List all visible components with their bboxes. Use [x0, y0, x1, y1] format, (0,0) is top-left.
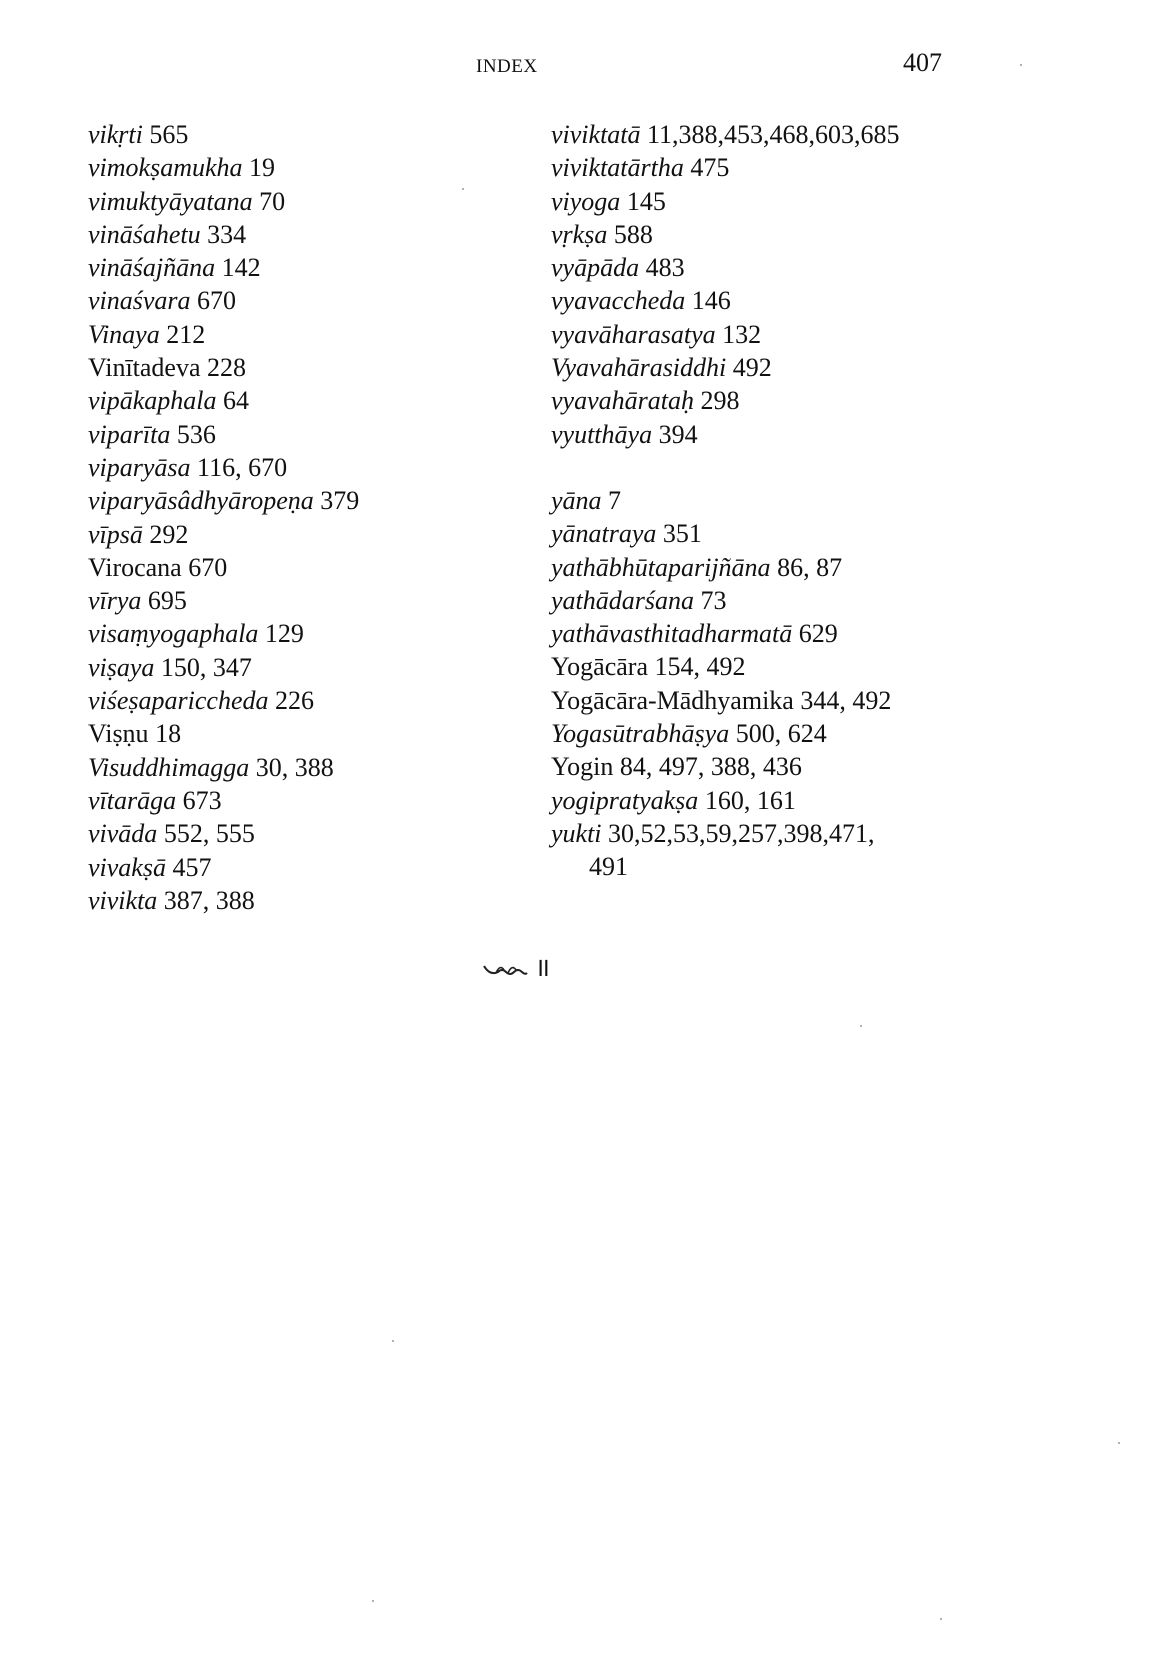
index-term: yānatraya — [551, 519, 657, 549]
index-term: Yogin — [551, 752, 614, 782]
index-term: visaṃyogaphala — [88, 619, 259, 649]
index-entry — [551, 650, 971, 683]
index-term: viviktatā — [551, 120, 641, 149]
index-page-refs: 483 — [645, 253, 685, 283]
index-entry — [551, 185, 971, 218]
index-entry — [88, 284, 528, 317]
index-group-y — [551, 484, 971, 884]
running-head-title: INDEX — [476, 56, 538, 77]
scan-speck — [1118, 1442, 1120, 1444]
index-term: vītarāga — [88, 785, 177, 815]
index-term: Yogācāra — [551, 652, 648, 682]
index-page-refs: 394 — [658, 419, 698, 449]
index-entry — [88, 251, 528, 284]
index-page-refs: 142 — [221, 253, 261, 283]
index-term: Virocana — [88, 552, 182, 582]
page-number: 407 — [903, 48, 942, 77]
index-entry — [88, 484, 528, 517]
index-page-refs: 565 — [149, 120, 189, 149]
index-term: vyavaccheda — [551, 286, 686, 316]
index-page-refs: 132 — [722, 319, 762, 349]
index-term: vīrya — [88, 586, 142, 616]
index-column-right — [551, 118, 971, 884]
index-term: viṣaya — [88, 652, 155, 682]
index-column-left — [88, 118, 528, 917]
index-entry — [88, 384, 528, 417]
index-term: vipākaphala — [88, 386, 217, 416]
double-danda-mark: ॥ — [534, 953, 551, 982]
index-term: yathādarśana — [551, 585, 694, 615]
index-page-refs: 150, 347 — [160, 652, 252, 682]
index-page-refs: 226 — [275, 686, 315, 716]
index-entry — [551, 318, 971, 351]
index-page-refs: 64 — [223, 386, 250, 416]
index-term: Viṣṇu — [88, 719, 149, 749]
index-term: vināśahetu — [88, 219, 201, 249]
index-entry — [88, 318, 528, 351]
index-entry — [551, 118, 971, 151]
index-term: viparyāsâdhyāropeṇa — [88, 486, 314, 516]
index-term: viśeṣapariccheda — [88, 686, 269, 716]
index-term: vivakṣā — [88, 852, 166, 882]
index-term: vyavahārataḥ — [551, 386, 694, 416]
index-entry — [551, 418, 971, 451]
index-term: yukti — [551, 818, 602, 848]
scan-speck — [860, 1025, 862, 1027]
index-page-refs: 154, 492 — [654, 652, 746, 682]
index-page-refs: 30, 388 — [255, 752, 334, 782]
scan-speck — [372, 1600, 374, 1602]
index-entry — [88, 784, 528, 817]
index-group-v — [551, 118, 971, 451]
index-entry — [88, 151, 528, 184]
index-term: vikṛti — [88, 120, 143, 149]
index-entry — [551, 584, 971, 617]
index-page-refs: 588 — [613, 219, 653, 249]
index-page-refs: 492 — [732, 353, 772, 383]
index-entry — [88, 584, 528, 617]
end-ornament — [482, 948, 550, 984]
index-entry — [551, 784, 971, 817]
index-term: vyāpāda — [551, 253, 640, 283]
index-term: Visuddhimagga — [88, 752, 250, 782]
index-entry — [551, 750, 971, 783]
index-term: viviktatārtha — [551, 153, 684, 183]
index-page-refs: 387, 388 — [163, 885, 255, 915]
index-entry — [551, 484, 971, 517]
index-page-refs: 629 — [798, 619, 838, 649]
scan-speck — [940, 1618, 942, 1620]
index-page-refs: 18 — [155, 719, 182, 749]
index-term: yogipratyakṣa — [551, 785, 699, 815]
index-page-refs: 30,52,53,59,257,398,471, — [608, 818, 875, 848]
index-term: vimuktyāyatana — [88, 186, 253, 216]
index-page-refs: 475 — [690, 153, 730, 183]
index-page-refs: 70 — [259, 186, 286, 216]
index-page-refs: 500, 624 — [735, 719, 827, 749]
index-entry — [551, 684, 971, 717]
index-entry — [551, 218, 971, 251]
index-page-refs: 670 — [197, 286, 237, 316]
index-page-refs: 536 — [176, 419, 216, 449]
index-page-refs: 11,388,453,468,603,685 — [647, 120, 900, 149]
index-page-refs: 695 — [147, 586, 187, 616]
index-term: viyoga — [551, 186, 621, 216]
index-page-refs: 145 — [626, 186, 666, 216]
index-page-refs: 129 — [264, 619, 304, 649]
index-entry — [88, 218, 528, 251]
index-page-refs: 379 — [320, 486, 360, 516]
index-page-refs: 19 — [249, 153, 276, 183]
group-separator — [551, 451, 971, 484]
index-entry — [88, 751, 528, 784]
index-term: vivikta — [88, 885, 158, 915]
scan-speck — [1020, 64, 1022, 66]
index-entry — [551, 351, 971, 384]
index-entry — [551, 384, 971, 417]
flourish-icon — [482, 953, 535, 982]
index-page-refs: 670 — [188, 552, 228, 582]
index-term: viparīta — [88, 419, 171, 449]
index-entry — [551, 617, 971, 650]
index-entry — [551, 151, 971, 184]
index-entry — [88, 717, 528, 750]
index-term: vināśajñāna — [88, 253, 216, 283]
index-page-refs: 212 — [166, 319, 206, 349]
index-entry — [551, 284, 971, 317]
index-term: viparyāsa — [88, 452, 191, 482]
index-entry — [88, 851, 528, 884]
index-term: yathābhūtaparijñāna — [551, 552, 771, 582]
index-entry — [551, 251, 971, 284]
index-page-refs: 228 — [207, 353, 247, 383]
index-page-refs: 86, 87 — [777, 552, 843, 582]
index-entry — [551, 551, 971, 584]
index-page-refs: 334 — [207, 219, 247, 249]
index-term: vyutthāya — [551, 419, 653, 449]
index-entry — [88, 451, 528, 484]
index-term: vīpsā — [88, 519, 143, 549]
index-term: yāna — [551, 485, 602, 515]
index-term: vimokṣamukha — [88, 153, 243, 183]
index-entry — [88, 551, 528, 584]
index-term: vivāda — [88, 819, 158, 849]
index-page-refs: 298 — [700, 386, 740, 416]
scan-speck — [462, 188, 464, 190]
index-page-refs: 292 — [149, 519, 189, 549]
index-term: vinaśvara — [88, 286, 191, 316]
index-page-refs: 116, 670 — [197, 452, 288, 482]
index-term: vṛkṣa — [551, 219, 608, 249]
index-entry — [88, 651, 528, 684]
index-page-refs: 351 — [662, 519, 702, 549]
index-term: Vinaya — [88, 319, 160, 349]
index-page-refs: 552, 555 — [163, 819, 255, 849]
index-entry — [88, 118, 528, 151]
index-page-refs: 673 — [182, 785, 222, 815]
index-entry — [551, 817, 971, 850]
index-page-refs: 7 — [608, 485, 622, 515]
index-entry — [551, 717, 971, 750]
index-term: vyavāharasatya — [551, 319, 716, 349]
index-page-refs-continued: 491 — [589, 852, 628, 882]
index-term: yathāvasthitadharmatā — [551, 619, 793, 649]
index-term: Yogasūtrabhāṣya — [551, 719, 730, 749]
index-entry — [88, 351, 528, 384]
index-page-refs: 146 — [691, 286, 731, 316]
scan-speck — [392, 1340, 394, 1342]
index-entry — [88, 518, 528, 551]
index-page-refs: 73 — [700, 585, 727, 615]
index-page-refs: 84, 497, 388, 436 — [619, 752, 802, 782]
index-page-refs: 344, 492 — [800, 685, 892, 715]
index-entry — [88, 684, 528, 717]
index-entry — [88, 817, 528, 850]
index-page-refs: 160, 161 — [704, 785, 796, 815]
index-entry — [88, 617, 528, 650]
index-term: Vinītadeva — [88, 353, 201, 383]
index-term: Vyavahārasiddhi — [551, 353, 727, 383]
index-entry — [88, 418, 528, 451]
index-term: Yogācāra-Mādhyamika — [551, 685, 794, 715]
index-page-refs: 457 — [172, 852, 212, 882]
index-entry — [551, 517, 971, 550]
index-entry — [88, 884, 528, 917]
